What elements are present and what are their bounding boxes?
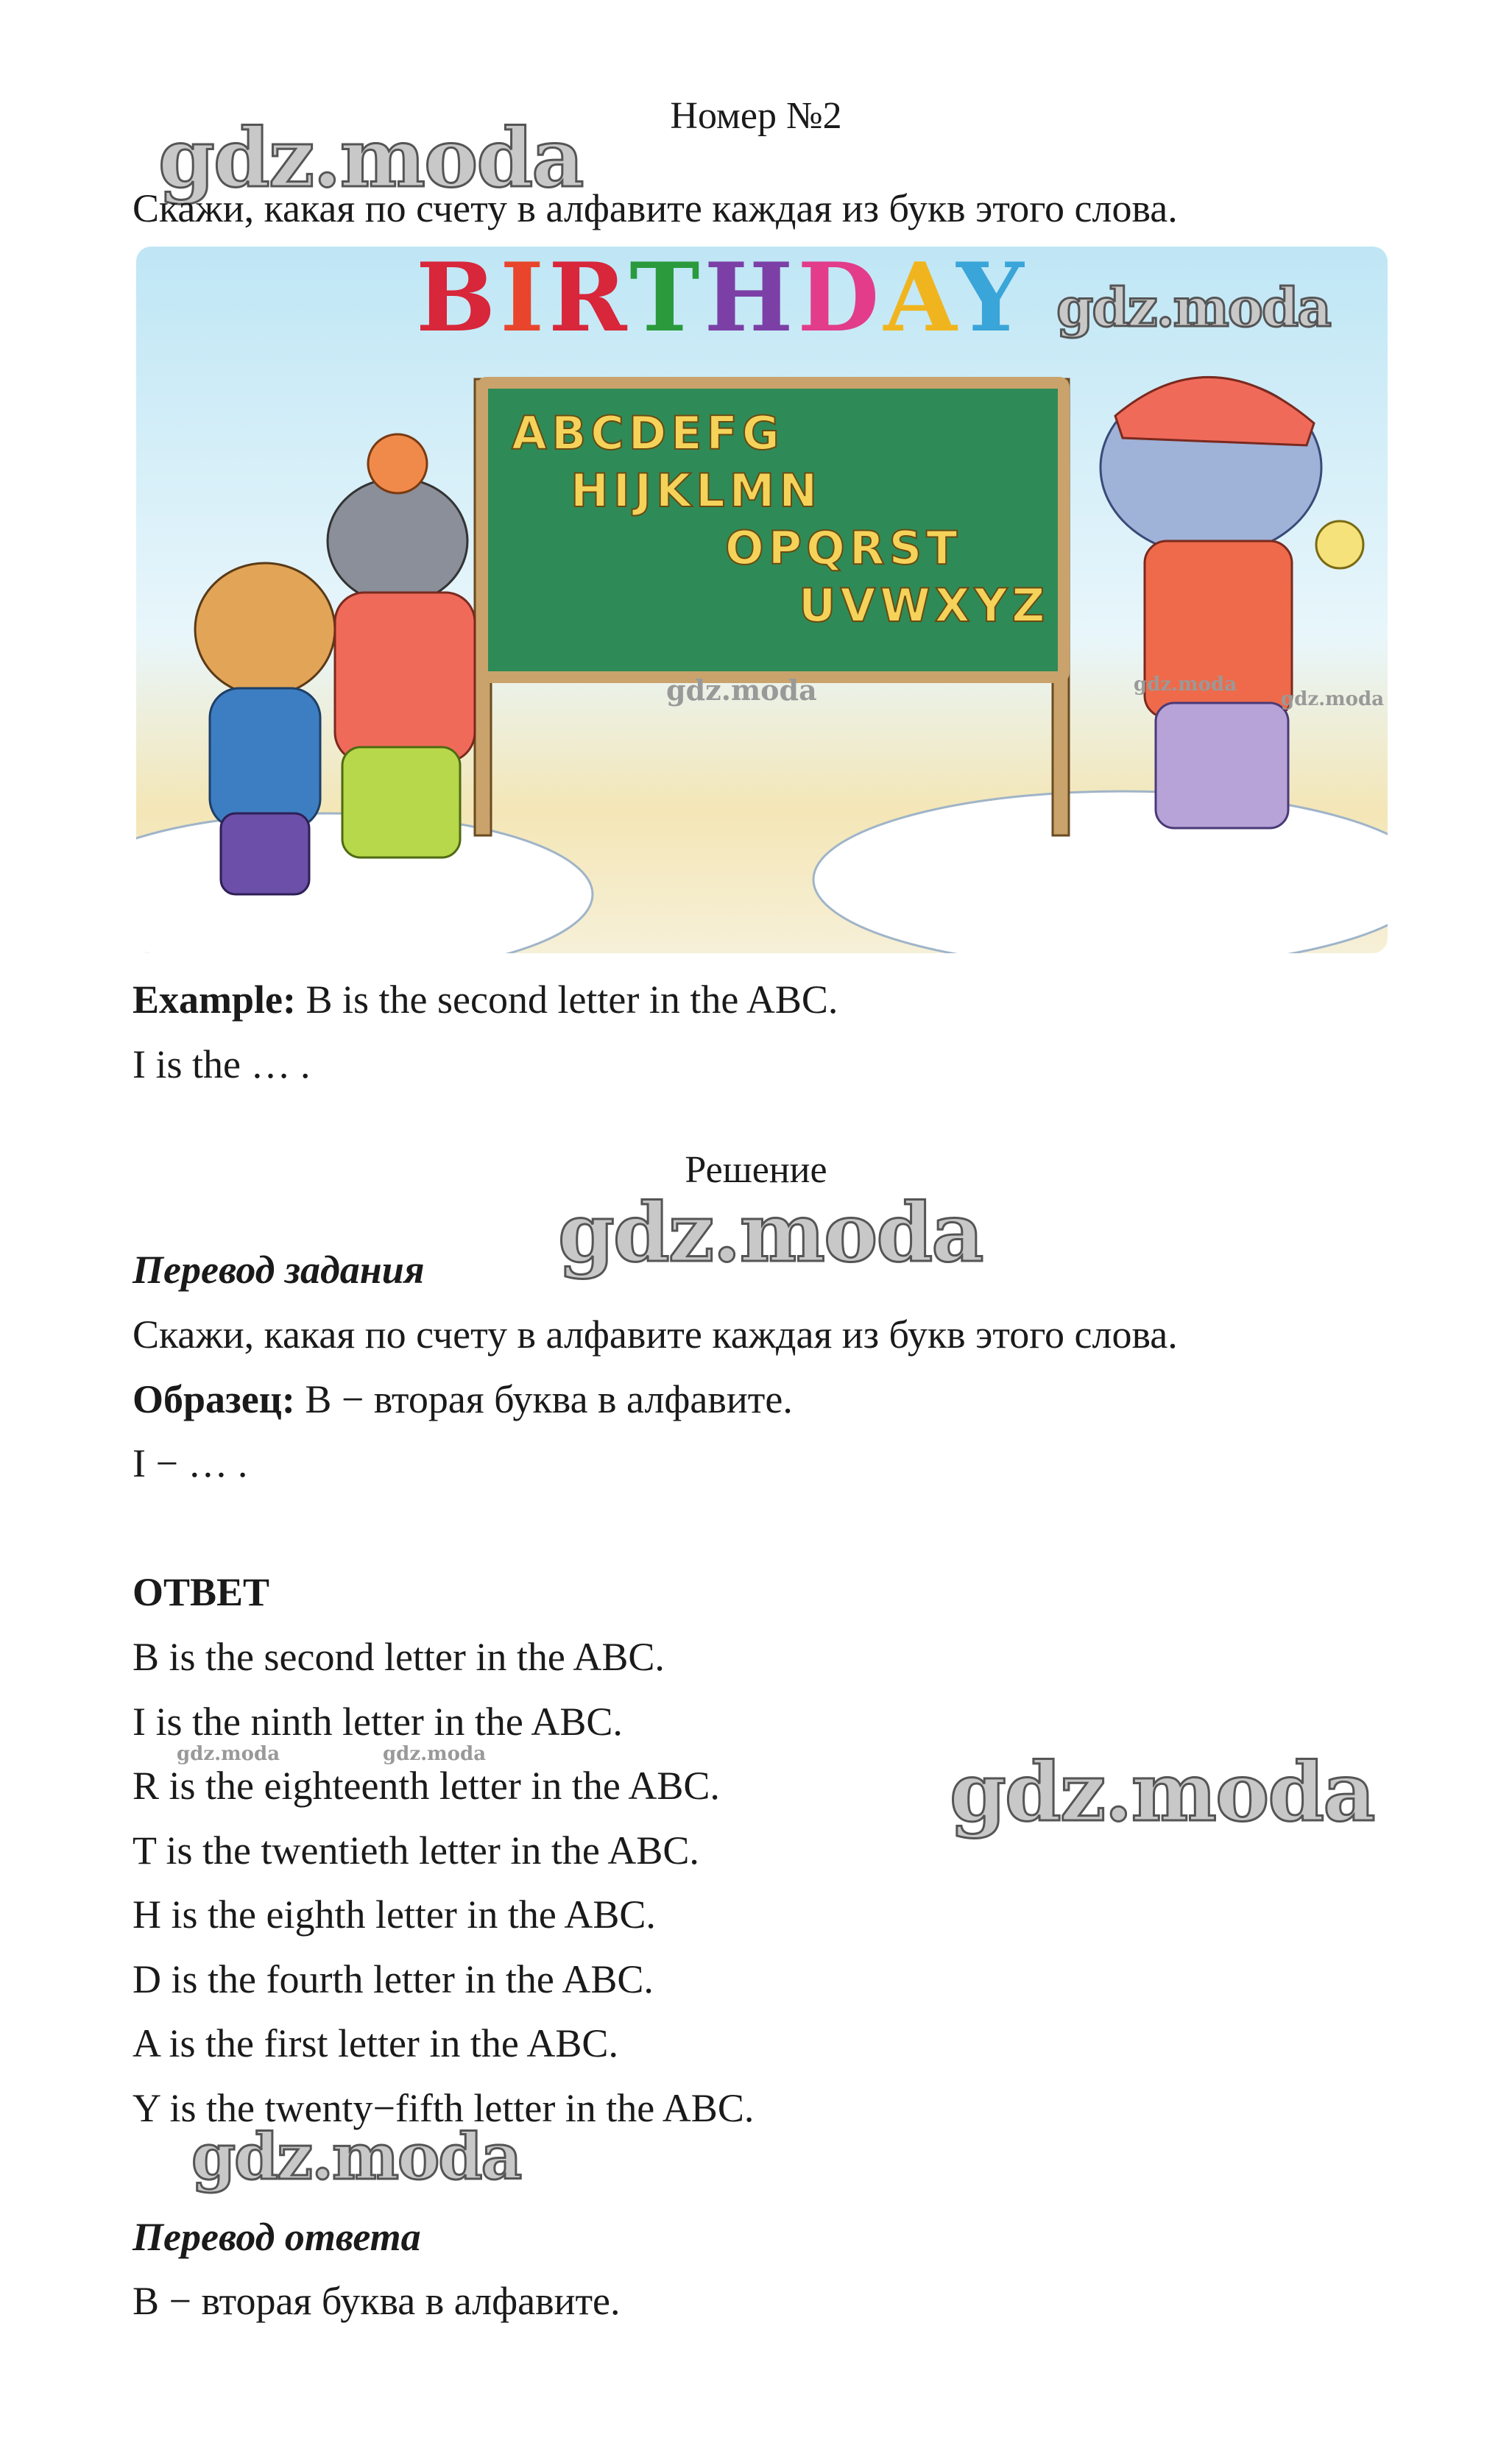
answer-line: Y is the twenty−fifth letter in the ABC. (133, 2086, 755, 2130)
answer-translation-line: B − вторая буква в алфавите. (133, 2279, 621, 2323)
board-row: UVWXYZ (799, 579, 1050, 632)
word-letter: B (416, 247, 501, 353)
example-text: B is the second letter in the ABC. (296, 978, 838, 1022)
answer-line: A is the first letter in the ABC. (133, 2021, 618, 2065)
task-text: Скажи, какая по счету в алфавите каждая из букв этого слова. (133, 186, 1178, 230)
watermark: gdz.moda (666, 674, 817, 707)
word-letter: I (500, 247, 549, 353)
watermark: gdz.moda (383, 1743, 487, 1765)
word-letter: R (548, 247, 630, 353)
example-line (133, 975, 838, 1024)
sample-line-2: I − … . (133, 1441, 248, 1485)
example-label: Example: (133, 978, 296, 1022)
answer-heading: ОТВЕТ (133, 1570, 270, 1614)
watermark: gdz.moda (158, 110, 583, 205)
word-letter: H (704, 247, 798, 353)
board-row: HIJKLMN (570, 464, 822, 517)
answer-line: H is the eighth letter in the ABC. (133, 1892, 656, 1937)
watermark: gdz.moda (191, 2120, 521, 2194)
answer-translation-heading: Перевод ответа (133, 2215, 421, 2259)
watermark: gdz.moda (1056, 276, 1330, 339)
watermark: gdz.moda (1281, 688, 1385, 710)
solution-heading: Решение (685, 1149, 827, 1191)
watermark: gdz.moda (177, 1743, 280, 1765)
watermark: gdz.moda (1134, 674, 1237, 696)
word-letter: Y (956, 247, 1028, 353)
answer-line: I is the ninth letter in the ABC. (133, 1700, 623, 1744)
sample-label: Образец: (133, 1377, 295, 1421)
illustration (136, 247, 1388, 953)
answer-line: D is the fourth letter in the ABC. (133, 1957, 654, 2001)
example-line-2: I is the … . (133, 1042, 311, 1086)
word-letter: A (883, 247, 957, 353)
word-letter: D (797, 247, 884, 353)
watermark: gdz.moda (558, 1185, 983, 1280)
answer-line: B is the second letter in the ABC. (133, 1635, 665, 1679)
answer-line: R is the eighteenth letter in the ABC. (133, 1764, 720, 1808)
alphabet-board (504, 405, 1050, 634)
answer-line: T is the twentieth letter in the ABC. (133, 1828, 699, 1873)
birthday-word (416, 247, 1028, 353)
watermark: gdz.moda (950, 1744, 1374, 1839)
board-row: OPQRST (725, 521, 962, 575)
sample-text: B − вторая буква в алфавите. (294, 1377, 793, 1421)
translation-text: Скажи, какая по счету в алфавите каждая из букв этого слова. (133, 1312, 1178, 1357)
word-letter: T (629, 247, 704, 353)
sample-line (133, 1375, 793, 1424)
page-title: Номер №2 (670, 95, 842, 137)
translation-heading: Перевод задания (133, 1248, 425, 1292)
board-row: ABCDEFG (512, 406, 784, 460)
